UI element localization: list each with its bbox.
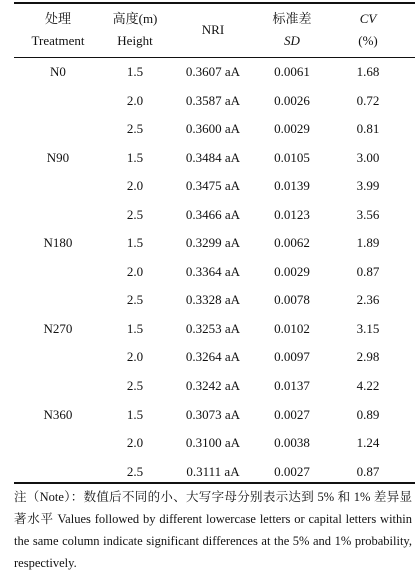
table-row [0, 286, 415, 315]
header-nri [170, 8, 256, 56]
cell-height: 2.0 [126, 349, 144, 365]
table-row [0, 258, 415, 287]
cell-nri: 0.3299 aA [185, 235, 241, 251]
cell-height: 1.5 [126, 320, 144, 336]
header-treatment [22, 8, 94, 56]
cell-sd: 0.0061 [274, 64, 310, 79]
cell-treatment [22, 286, 94, 315]
cell-height: 1.5 [126, 235, 144, 251]
cell-nri: 0.3364 aA [185, 263, 241, 279]
cell-height: 2.0 [126, 435, 144, 451]
cell-nri: 0.3328 aA [185, 292, 241, 308]
cell-sd: 0.0105 [274, 149, 310, 165]
cell-height: 2.5 [126, 378, 144, 394]
cell-sd: 0.0026 [274, 92, 310, 108]
cell-cv: 4.22 [356, 378, 380, 394]
cell-height: 1.5 [126, 64, 144, 79]
cell-nri: 0.3264 aA [185, 349, 241, 365]
cell-treatment: N180 [43, 235, 73, 251]
cell-cv: 0.89 [356, 406, 380, 422]
cell-nri: 0.3100 aA [185, 435, 241, 451]
cell-cv: 0.87 [356, 463, 380, 479]
cell-sd: 0.0027 [274, 463, 310, 479]
cell-cv: 0.87 [356, 263, 380, 279]
header-treatment-en: Treatment [31, 33, 85, 48]
table-row [0, 201, 415, 230]
cell-treatment [22, 201, 94, 230]
cell-treatment: N270 [43, 320, 73, 336]
cell-cv: 3.00 [356, 149, 380, 165]
cell-height: 2.5 [126, 121, 144, 137]
cell-sd: 0.0038 [274, 435, 310, 451]
cell-cv: 1.24 [356, 435, 380, 451]
cell-nri: 0.3600 aA [185, 121, 241, 137]
table-row [0, 372, 415, 401]
header-height [100, 8, 170, 56]
header-nri-label: NRI [201, 22, 225, 37]
cell-nri: 0.3073 aA [185, 406, 241, 422]
header-height-en: Height [117, 33, 153, 48]
table-top-rule [14, 2, 415, 4]
cell-treatment: N0 [50, 64, 66, 79]
cell-nri: 0.3607 aA [185, 64, 241, 79]
cell-nri: 0.3475 aA [185, 178, 241, 194]
table-row [0, 172, 415, 201]
cell-nri: 0.3242 aA [185, 378, 241, 394]
header-cv-label: CV [359, 11, 377, 26]
cell-cv: 0.81 [356, 121, 380, 137]
cell-height: 2.5 [126, 463, 144, 479]
cell-height: 2.5 [126, 206, 144, 222]
table-row [0, 115, 415, 144]
header-sd [256, 8, 328, 56]
cell-cv: 2.98 [356, 349, 380, 365]
header-cv-unit: (%) [358, 33, 378, 48]
cell-sd: 0.0097 [274, 349, 310, 365]
cell-treatment [22, 429, 94, 458]
cell-treatment [22, 258, 94, 287]
cell-treatment [22, 172, 94, 201]
cell-height: 2.0 [126, 263, 144, 279]
cell-sd: 0.0078 [274, 292, 310, 308]
header-sd-en: SD [284, 33, 300, 48]
header-treatment-zh: 处理 [44, 11, 71, 26]
cell-sd: 0.0139 [274, 178, 310, 194]
cell-sd: 0.0062 [274, 235, 310, 251]
table-row [0, 58, 415, 87]
table-row [0, 429, 415, 458]
cell-treatment [22, 343, 94, 372]
cell-sd: 0.0029 [274, 263, 310, 279]
table-note: 注（Note）：数值后不同的小、大写字母分别表示达到 5% 和 1% 差异显著水平 Values followed by different lowercase letters or capital letters within the same column indicate significant differences at the 5% and 1% probability, respectively. [14, 490, 412, 570]
header-height-zh: 高度(m) [112, 11, 158, 26]
cell-cv: 3.99 [356, 178, 380, 194]
cell-cv: 1.89 [356, 235, 380, 251]
table-row [0, 229, 415, 258]
cell-cv: 2.36 [356, 292, 380, 308]
cell-sd: 0.0137 [274, 378, 310, 394]
cell-treatment: N360 [43, 406, 73, 422]
table-row [0, 87, 415, 116]
table-bottom-rule [14, 482, 415, 484]
cell-height: 1.5 [126, 406, 144, 422]
cell-height: 2.5 [126, 292, 144, 308]
cell-treatment [22, 115, 94, 144]
cell-treatment [22, 372, 94, 401]
table-row [0, 315, 415, 344]
cell-cv: 3.15 [356, 320, 380, 336]
cell-cv: 3.56 [356, 206, 380, 222]
cell-sd: 0.0027 [274, 406, 310, 422]
cell-treatment: N90 [46, 149, 70, 165]
cell-height: 2.0 [126, 178, 144, 194]
table-row [0, 144, 415, 173]
cell-cv: 0.72 [356, 92, 380, 108]
table-row [0, 401, 415, 430]
cell-nri: 0.3111 aA [186, 463, 240, 479]
cell-sd: 0.0123 [274, 206, 310, 222]
table-body [0, 58, 415, 486]
cell-height: 2.0 [126, 92, 144, 108]
cell-nri: 0.3587 aA [185, 92, 241, 108]
cell-sd: 0.0102 [274, 320, 310, 336]
cell-treatment [22, 87, 94, 116]
cell-nri: 0.3466 aA [185, 206, 241, 222]
header-cv [330, 8, 406, 56]
cell-nri: 0.3253 aA [185, 320, 241, 336]
cell-cv: 1.68 [356, 64, 380, 79]
cell-nri: 0.3484 aA [185, 149, 241, 165]
cell-sd: 0.0029 [274, 121, 310, 137]
table-row [0, 343, 415, 372]
cell-height: 1.5 [126, 149, 144, 165]
header-sd-zh: 标准差 [272, 11, 312, 26]
